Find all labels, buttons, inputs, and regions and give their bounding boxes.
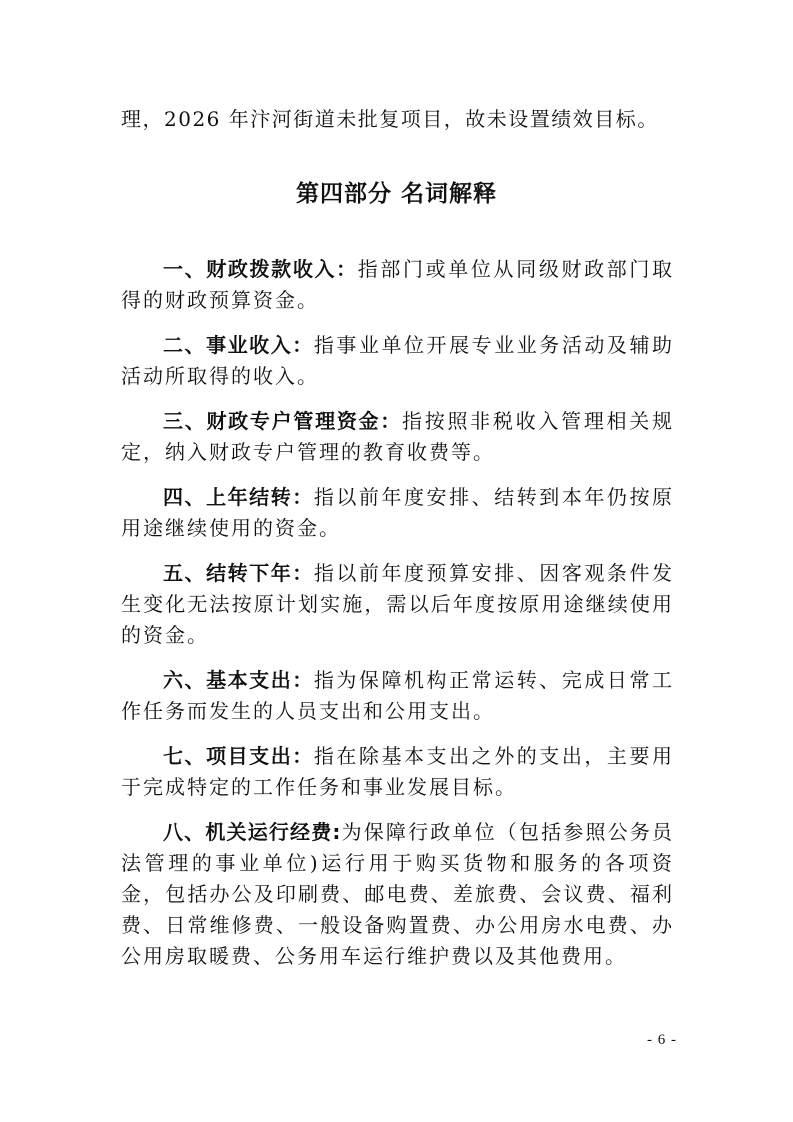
term-heading: 一、财政拨款收入：	[163, 257, 358, 281]
page-number: - 6 -	[647, 1032, 677, 1048]
term-definition: 指以前年度预算安排、因客观条件发生变化无法按原计划实施，需以后年度按原用途继续使用的资金。	[121, 561, 675, 647]
intro-paragraph: 理，2026 年汴河街道未批复项目，故未设置绩效目标。	[121, 107, 659, 131]
term-item	[121, 741, 674, 803]
term-item	[121, 558, 674, 651]
term-heading: 六、基本支出：	[163, 668, 314, 692]
term-item	[121, 482, 674, 544]
term-heading: 三、财政专户管理资金：	[163, 409, 402, 433]
term-heading: 七、项目支出：	[163, 744, 314, 768]
term-list	[121, 254, 674, 986]
section-title: 第四部分 名词解释	[295, 181, 497, 207]
term-definition: 指为保障机构正常运转、完成日常工作任务而发生的人员支出和公用支出。	[121, 668, 675, 723]
term-heading: 五、结转下年：	[163, 561, 314, 585]
term-definition: 指在除基本支出之外的支出，主要用于完成特定的工作任务和事业发展目标。	[121, 744, 675, 799]
term-item	[121, 254, 674, 316]
term-item	[121, 406, 674, 468]
term-heading: 四、上年结转：	[163, 485, 314, 509]
term-definition: 指事业单位开展专业业务活动及辅助活动所取得的收入。	[121, 333, 675, 388]
term-item	[121, 817, 674, 972]
term-item	[121, 330, 674, 392]
term-definition: 指以前年度安排、结转到本年仍按原用途继续使用的资金。	[121, 485, 675, 540]
term-item	[121, 665, 674, 727]
term-definition: 为保障行政单位（包括参照公务员法管理的事业单位)运行用于购买货物和服务的各项资金，包括办公及印刷费、邮电费、差旅费、会议费、福利费、日常维修费、一般设备购置费、办公用房水电费、办公用房取暖费、公务用车运行维护费以及其他费用。	[121, 820, 674, 968]
term-heading: 二、事业收入：	[163, 333, 314, 357]
term-heading: 八、机关运行经费:	[163, 820, 342, 844]
term-definition: 指部门或单位从同级财政部门取得的财政预算资金。	[121, 257, 675, 312]
term-definition: 指按照非税收入管理相关规定，纳入财政专户管理的教育收费等。	[121, 409, 674, 464]
